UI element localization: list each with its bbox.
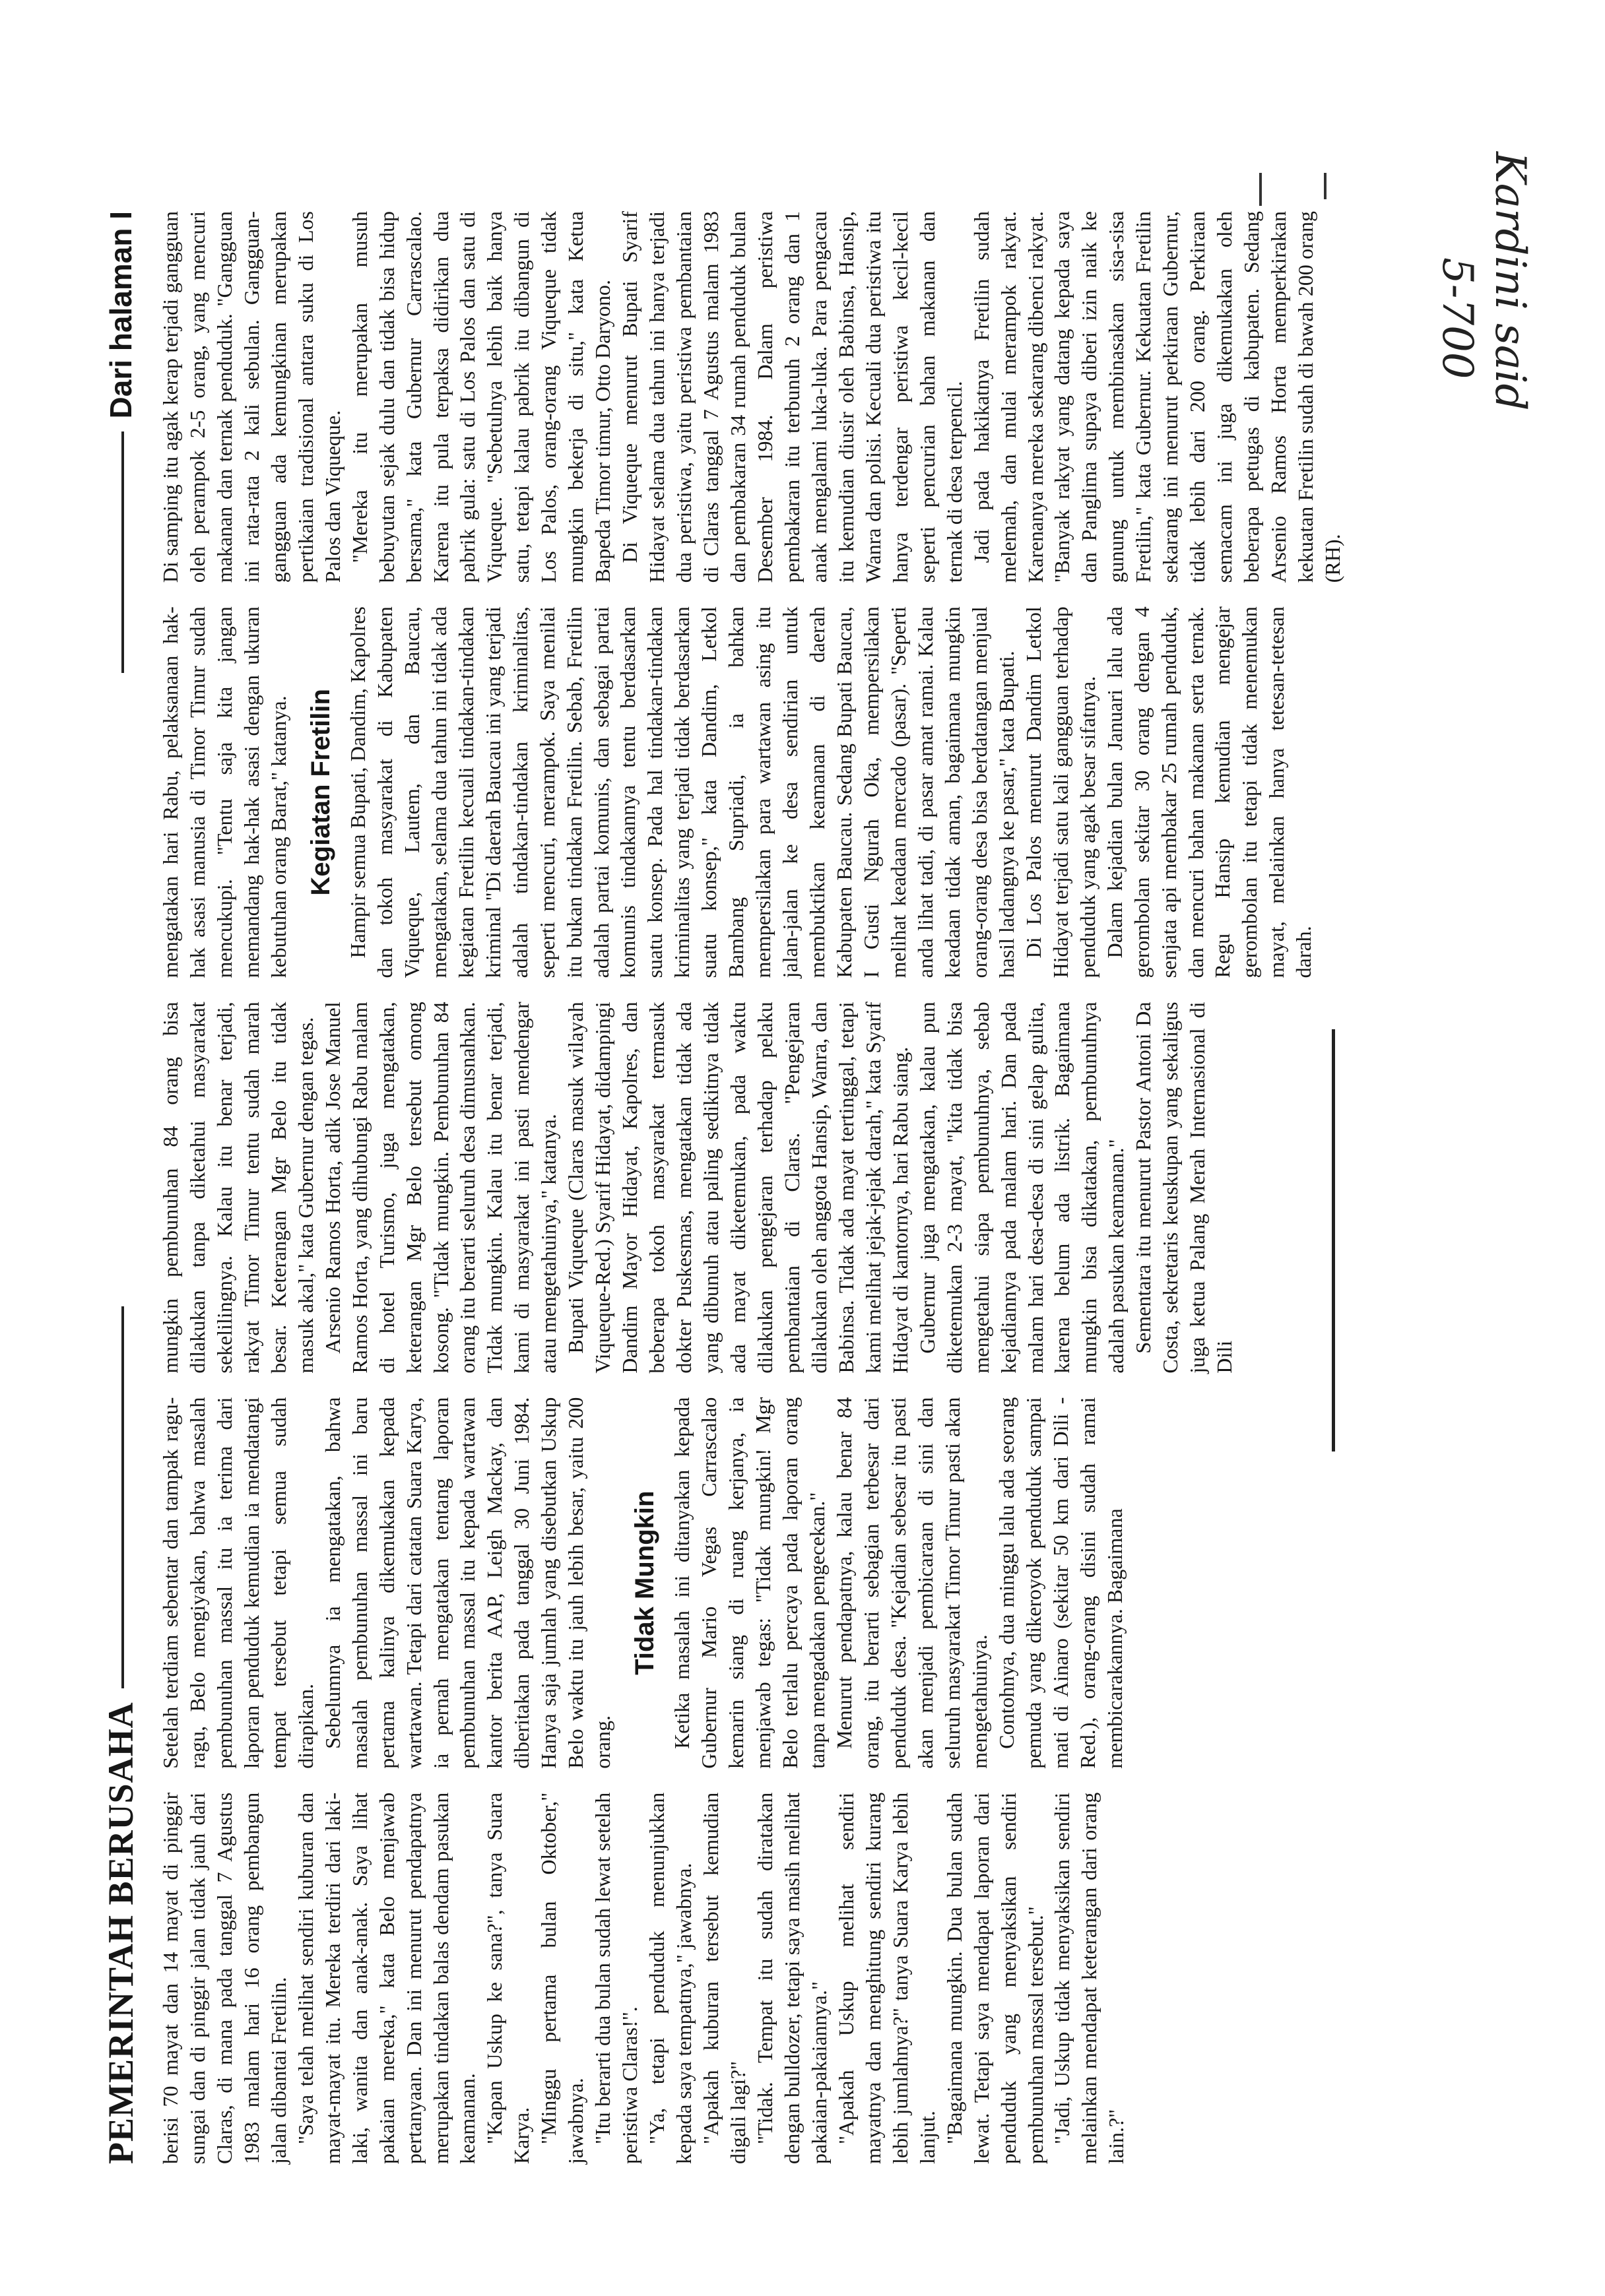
column-3 <box>157 1002 1338 1373</box>
paragraph: Di Viqueque menurut Bupati Syarif Hidayat selama dua tahun ini hanya terjadi dua peristiwa, yaitu peristiwa pembantaian di Claras tanggal 7 Agustus malam 1983 dan pembakaran 34 rumah penduduk bulan Desember 1984. Dalam peristiwa pembakaran itu terbunuh 2 orang dan 1 anak mengalami luka-luka. Para pengacau itu kemudian diusir oleh Babinsa, Hansip, Wanra dan polisi. Kecuali dua peristiwa itu hanya terdengar peristiwa kecil-kecil seperti pencurian bahan makanan dan ternak di desa terpencil. <box>618 210 966 583</box>
bottom-rule <box>1332 1029 1335 1451</box>
continued-from-label: Dari halaman I <box>104 211 138 419</box>
paragraph: Bupati Viqueque (Claras masuk wilayah Viqueque-Red.) Syarif Hidayat, didampingi Dandim Mayor Hidayat, Kapolres, dan beberapa tokoh masyarakat termasuk dokter Puskesmas, mengatakan tidak ada yang dibunuh atau paling sedikitnya tidak ada mayat diketemukan, pada waktu dilakukan pengejaran terhadap pelaku pembantaian di Claras. "Pengejaran dilakukan oleh anggota Hansip, Wanra, dan Babinsa. Tidak ada mayat tertinggal, tetapi kami melihat jejak-jejak darah," kata Syarif Hidayat di kantornya, hari Rabu siang. <box>564 1002 912 1374</box>
column-2 <box>157 1397 1338 1769</box>
margin-mark <box>1324 173 1327 199</box>
paragraph: Gubernur juga mengatakan, kalau pun diketemukan 2-3 mayat, "kita tidak bisa mengetahui siapa pembunuhnya, sebab kejadiannya pada malam hari. Dan pada malam hari desa-desa di sini gelap gulita, karena belum ada listrik. Bagaimana mungkin bisa dikatakan, pembunuhnya adalah pasukan keamanan." <box>915 1002 1129 1374</box>
continued-rule <box>121 431 124 673</box>
paragraph: Arsenio Ramos Horta, adik Jose Manuel Ramos Horta, yang dihubungi Rabu malam di hotel Turismo, juga mengatakan, keterangan Mgr Belo tersebut omong kosong. "Tidak mungkin. Pembunuhan 84 orang itu berarti seluruh desa dimusnahkan. Tidak mungkin. Kalau itu benar terjadi, kami di masyarakat ini pasti mendengar atau mengetahuinya," katanya. <box>320 1002 561 1374</box>
article-title: PEMERINTAH BERUSAHA <box>101 1702 141 2164</box>
handwritten-line: Kardini said <box>1486 152 1534 411</box>
paragraph: "Saya telah melihat sendiri kuburan dan mayat-mayat itu. Mereka terdiri dari laki-laki, wanita dan anak-anak. Saya lihat pakaian mereka," kata Belo menjawab pertanyaan. Dan ini menurut pendapatnya merupakan tindakan balas dendam pasukan keamanan. <box>293 1792 480 2164</box>
subheading-tidak-mungkin: Tidak Mungkin <box>630 1490 660 1675</box>
paragraph: Hampir semua Bupati, Dandim, Kapolres dan tokoh masyarakat di Kabupaten Viqueque, Lautem, dan Baucau, mengatakan, selama dua tahun ini tidak ada kegiatan Fretilin kecuali tindakan-tindakan kriminal "Di daerah Baucau ini yang terjadi adalah tindakan-tindakan kriminalitas, seperti mencuri, merampok. Saya menilai itu bukan tindakan Fretilin. Sebab, Fretilin adalah partai komunis, dan sebagai partai komunis tindakannya tentu berdasarkan suatu konsep. Pada hal tindakan-tindakan kriminalitas yang terjadi tidak berdasarkan suatu konsep," kata Dandim, Letkol Bambang Supriadi, ia bahkan mempersilakan para wartawan asing itu jalan-jalan ke desa sendirian untuk membuktikan keamanan di daerah Kabupaten Baucau. Sedang Bupati Baucau, I Gusti Ngurah Oka, mempersilakan melihat keadaan mercado (pasar). "Seperti anda lihat tadi, di pasar amat ramai. Kalau keadaan tidak aman, bagaimana mungkin orang-orang desa bisa berdatangan menjual hasil ladangnya ke pasar," kata Bupati. <box>345 606 1018 978</box>
headline-left <box>91 1306 150 2164</box>
paragraph: "Apakah kuburan tersebut kemudian digali lagi?" <box>699 1792 750 2164</box>
handwritten-line: 5-700 <box>1433 257 1482 379</box>
column-1 <box>157 1793 1338 2164</box>
paragraph: Dalam kejadian bulan Januari lalu ada gerombolan sekitar 30 orang dengan 4 senjata api membakar 25 rumah penduduk, dan mencuri bahan makanan serta ternak. Regu Hansip kemudian mengejar gerombolan itu tetapi tidak menemukan mayat, melainkan hanya tetesan-tetesan darah. <box>1102 606 1316 978</box>
paragraph: "Jadi, Uskup tidak menyaksikan sendiri melainkan mendapat keterangan dari orang lain.?" <box>1050 1792 1129 2164</box>
subheading-kegiatan-fretilin: Kegiatan Fretilin <box>306 689 335 896</box>
paragraph: Menurut pendapatnya, kalau benar 84 orang, itu berarti sebagian terbesar dari penduduk desa. "Kejadian sebesar itu pasti akan menjadi pembicaraan di sini dan seluruh masyarakat Timor Timur pasti akan mengetahuinya. <box>832 1397 991 1769</box>
article-columns <box>157 210 1344 2164</box>
paragraph: "Kapan Uskup ke sana?", tanya Suara Karya. <box>482 1792 534 2164</box>
paragraph: "Itu berarti dua bulan sudah lewat setelah peristiwa Claras!". <box>591 1792 642 2164</box>
paragraph: mengatakan hari Rabu, pelaksanaan hak-hak asasi manusia di Timor Timur sudah mencukupi. "Tentu saja kita jangan memandang hak-hak asasi dengan ukuran kebutuhan orang Barat," katanya. <box>158 606 290 978</box>
paragraph: mungkin pembunuhan 84 orang bisa dilakukan tanpa diketahui masyarakat sekelilingnya. Kalau itu benar terjadi, rakyat Timor Timur tentu sudah marah besar. Keterangan Mgr Belo itu tidak masuk akal," kata Gubernur dengan tegas. <box>158 1002 317 1374</box>
paragraph: "Minggu pertama bulan Oktober," jawabnya. <box>537 1792 588 2164</box>
paragraph: Contohnya, dua minggu lalu ada seorang pemuda yang dikeroyok penduduk sampai mati di Ainaro (sekitar 50 km dari Dili - Red.), orang-orang disini sudah ramai membicarakannya. Bagaimana <box>994 1397 1127 1769</box>
column-4 <box>157 606 1338 978</box>
paragraph: Di Los Palos menurut Dandim Letkol Hidayat terjadi satu kali gangguan terhadap penduduk yang agak besar sifatnya. <box>1021 606 1099 978</box>
newspaper-clipping <box>91 211 1358 2164</box>
headline-right <box>91 211 150 673</box>
paragraph: Di samping itu agak kerap terjadi gangguan oleh perampok 2-5 orang, yang mencuri makanan dan ternak penduduk. "Gangguan ini rata-rata 2 kali sebulan. Gangguan-gangguan ada kemungkinan merupakan pertikaian tradisional antara suku di Los Palos dan Viqueque. <box>158 210 344 583</box>
paragraph: "Bagaimana mungkin. Dua bulan sudah lewat. Tetapi saya mendapat laporan dari penduduk yang menyaksikan sendiri pembunuhan massal tersebut." <box>942 1792 1047 2164</box>
paragraph: Ketika masalah ini ditanyakan kepada Gubernur Mario Vegas Carrascalao kemarin siang di ruang kerjanya, ia menjawab tegas: "Tidak mungkin! Mgr Belo terlalu percaya pada laporan orang tanpa mengadakan pengecekan." <box>670 1397 830 1769</box>
paragraph: Sebelumnya ia mengatakan, bahwa masalah pembunuhan massal ini baru pertama kalinya dikemukakan kepada wartawan. Tetapi dari catatan Suara Karya, ia pernah mengatakan tentang laporan pembunuhan massal itu kepada wartawan kantor berita AAP, Leigh Mackay, dan diberitakan pada tanggal 30 Juni 1984. Hanya saja jumlah yang disebutkan Uskup Belo waktu itu jauh lebih besar, yaitu 200 orang. <box>320 1397 615 1769</box>
paragraph: Jadi pada hakikatnya Fretilin sudah melemah, dan mulai merampok rakyat. Karenanya mereka sekarang dibenci rakyat. "Banyak rakyat yang datang kepada saya dan Panglima supaya diberi izin naik ke gunung untuk membinasakan sisa-sisa Fretilin," kata Gubernur. Kekuatan Fretilin sekarang ini menurut perkiraan Gubernur, tidak lebih dari 200 orang. Perkiraan semacam ini juga dikemukakan oleh beberapa petugas di kabupaten. Sedang Arsenio Ramos Horta memperkirakan kekuatan Fretilin sudah di bawah 200 orang (RH). <box>969 210 1344 583</box>
paragraph: "Apakah Uskup melihat sendiri mayatnya dan menghitung sendiri kurang lebih jumlahnya?" tanya Suara Karya lebih lanjut. <box>834 1792 939 2164</box>
paragraph: "Ya, tetapi penduduk menunjukkan kepada saya tempatnya," jawabnya. <box>645 1792 696 2164</box>
handwritten-note <box>1433 152 1587 495</box>
title-rule <box>121 1306 124 1688</box>
paragraph: berisi 70 mayat dan 14 mayat di pinggir sungai dan di pinggir jalan tidak jauh dari Claras, di mana pada tanggal 7 Agustus 1983 malam hari 16 orang pembangun jalan dibantai Fretilin. <box>158 1792 290 2164</box>
paragraph: Setelah terdiam sebentar dan tampak ragu-ragu, Belo mengiyakan, bahwa masalah pembunuhan massal itu ia terima dari laporan penduduk kemudian ia mendatangi tempat tersebut tetapi semua sudah dirapikan. <box>158 1397 317 1769</box>
paragraph: "Mereka itu merupakan musuh bebuyutan sejak dulu dan tidak bisa hidup bersama," kata Gubernur Carrascalao. Karena itu pula terpaksa didirikan dua pabrik gula: satu di Los Palos dan satu di Viqueque. "Sebetulnya lebih baik hanya satu, tetapi kalau pabrik itu dibangun di Los Palos, orang-orang Viqueque tidak mungkin bekerja di situ," kata Ketua Bapeda Timor timur, Otto Daryono. <box>347 210 615 583</box>
paragraph: Sementara itu menurut Pastor Antoni Da Costa, sekretaris keuskupan yang sekaligus juga ketua Palang Merah Internasional di Dili <box>1131 1002 1237 1374</box>
margin-mark <box>1259 173 1262 206</box>
paragraph: "Tidak. Tempat itu sudah diratakan dengan bulldozer, tetapi saya masih melihat pakaian-pakaiannya." <box>752 1792 831 2164</box>
column-5 <box>157 210 1344 583</box>
